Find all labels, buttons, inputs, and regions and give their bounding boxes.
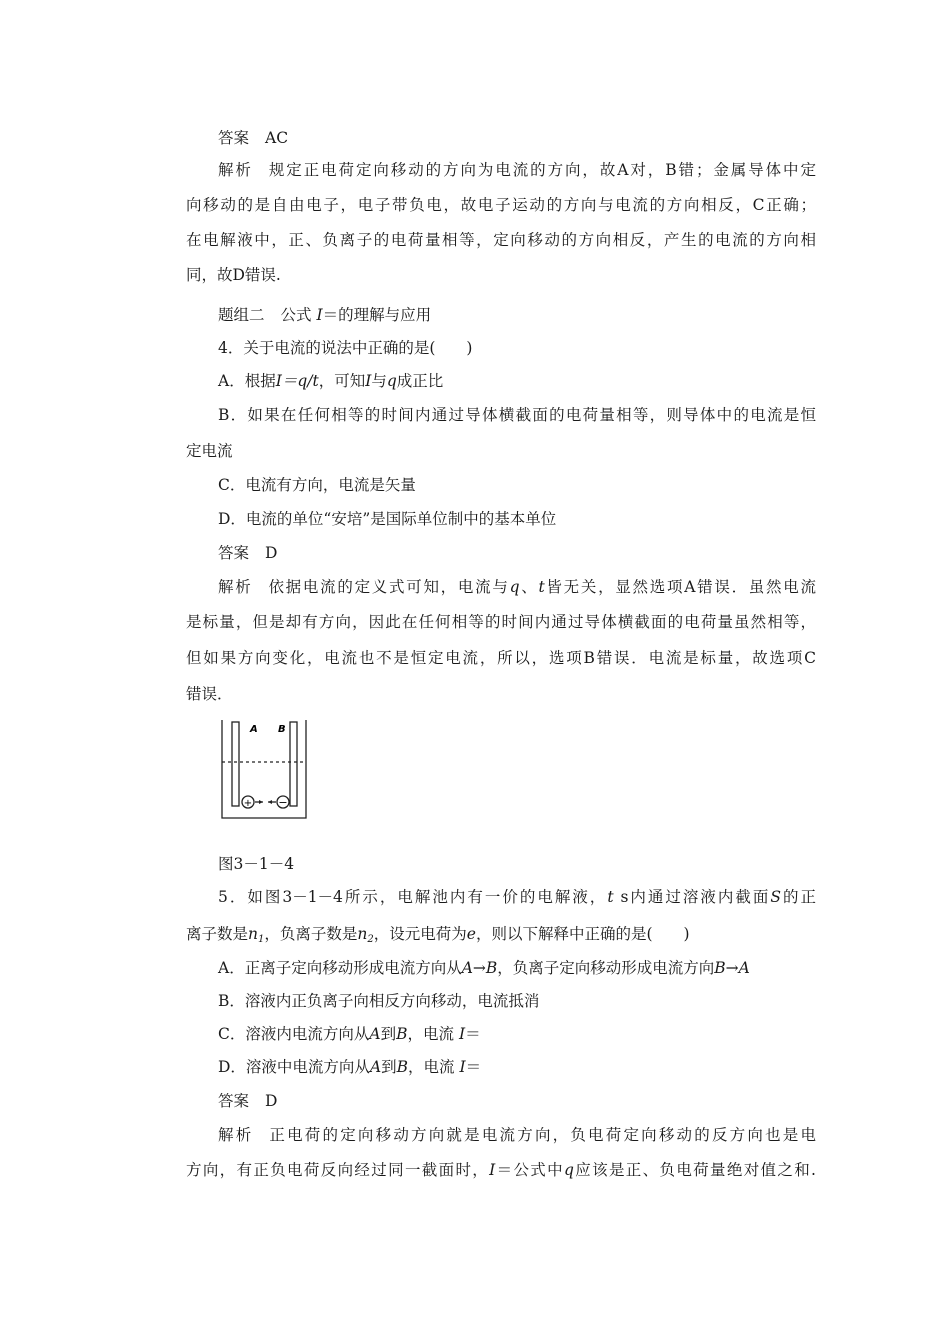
question-4-option-d: D．电流的单位“安培”是国际单位制中的基本单位 [218,510,557,528]
electrode-b [290,722,297,806]
question-5-option-a: A．正离子定向移动形成电流方向从A→B，负离子定向移动形成电流方向B→A [218,959,750,977]
explanation-1-line-1: 解析 规定正电荷定向移动的方向为电流的方向，故A对，B错；金属导体中定 [218,161,816,179]
figure-caption: 图3－1－4 [218,855,295,873]
answer-5: 答案 D [218,1092,278,1110]
electrolytic-cell-figure [220,718,312,822]
label-b: B [278,724,286,735]
positive-ion-arrowhead [259,800,263,804]
question-4-option-c: C．电流有方向，电流是矢量 [218,476,416,494]
explanation-4-line-3: 但如果方向变化，电流也不是恒定电流，所以，选项B错误．电流是标量，故选项C [186,649,816,667]
explanation-1-line-2: 向移动的是自由电子，电子带负电，故电子运动的方向与电流的方向相反，C正确； [186,196,816,214]
explanation-1-line-3: 在电解液中，正、负离子的电荷量相等，定向移动的方向相反，产生的电流的方向相 [186,231,816,249]
question-5-option-c: C．溶液内电流方向从A到B，电流 I＝ [218,1025,481,1043]
explanation-4-line-2: 是标量，但是却有方向，因此在任何相等的时间内通过导体横截面的电荷量虽然相等， [186,613,816,631]
explanation-5-line-2: 方向，有正负电荷反向经过同一截面时，I＝公式中q应该是正、负电荷量绝对值之和. [186,1161,816,1179]
electrode-a [232,722,239,806]
negative-ion-arrowhead [268,800,272,804]
explanation-4-line-1: 解析 依据电流的定义式可知，电流与q、t皆无关，显然选项A错误．虽然电流 [218,578,816,596]
plus-sign: + [243,798,253,809]
section-heading-group-2: 题组二 公式 I＝的理解与应用 [218,306,432,324]
cell-container [222,720,306,818]
explanation-1-line-4: 同，故D错误. [186,266,281,284]
explanation-4-line-4: 错误． [186,685,233,703]
explanation-5-line-1: 解析 正电荷的定向移动方向就是电流方向，负电荷定向移动的反方向也是电 [218,1126,816,1144]
question-4-option-b-line-2: 定电流 [186,442,233,460]
question-4-option-b-line-1: B．如果在任何相等的时间内通过导体横截面的电荷量相等，则导体中的电流是恒 [218,406,816,424]
label-a: A [250,724,258,735]
answer-1: 答案 AC [218,129,289,147]
question-4-stem: 4．关于电流的说法中正确的是( ) [218,339,473,357]
question-5-option-b: B．溶液内正负离子向相反方向移动，电流抵消 [218,992,540,1010]
question-4-option-a: A．根据I＝q/t，可知I与q成正比 [218,372,444,390]
question-5-option-d: D．溶液中电流方向从A到B，电流 I＝ [218,1058,482,1076]
question-5-stem-line-1: 5．如图3－1－4所示，电解池内有一价的电解液，t s内通过溶液内截面S的正 [218,888,816,906]
question-5-stem-line-2: 离子数是$n_1$，负离子数是$n_2$，设元电荷为e，则以下解释中正确的是( ) [186,925,690,945]
minus-sign: − [278,796,288,809]
answer-4: 答案 D [218,544,278,562]
